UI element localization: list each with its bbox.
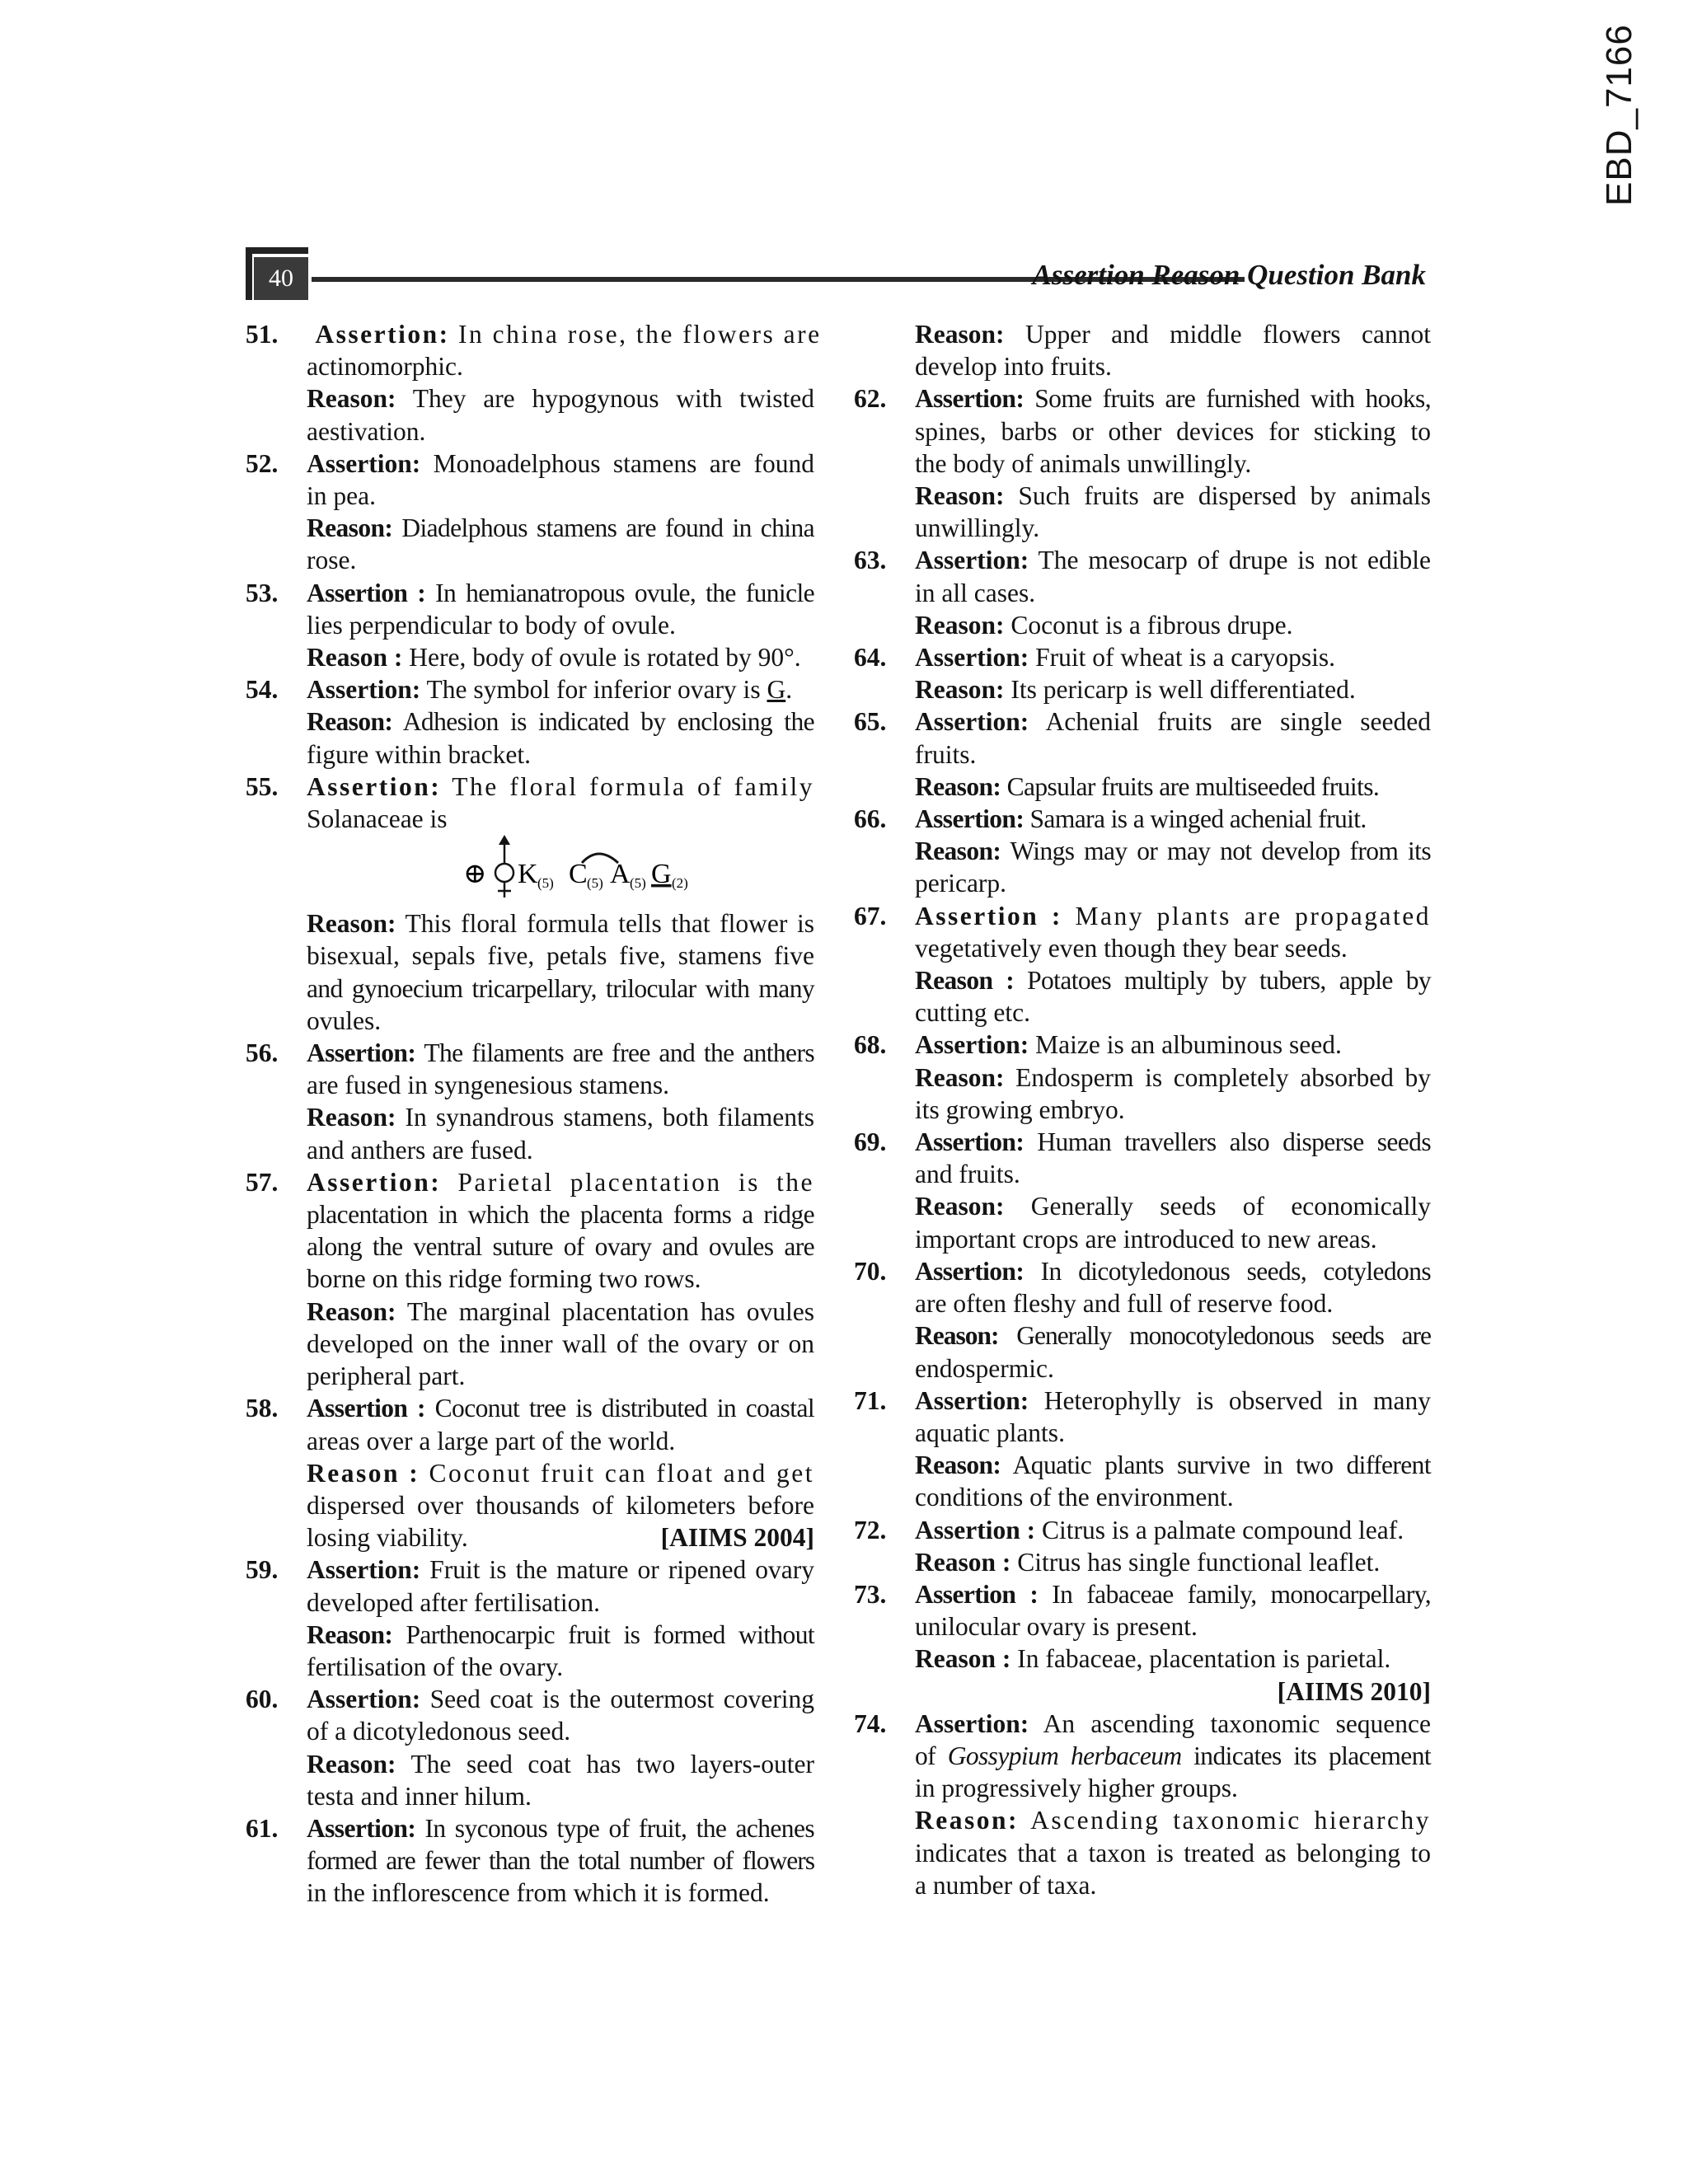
reason-text: its growing embryo. — [915, 1094, 1125, 1124]
reason-text: Generally seeds of economically — [1030, 1192, 1431, 1221]
reason-text: fertilisation of the ovary. — [307, 1652, 564, 1681]
inferior-ovary-symbol: G — [767, 675, 786, 705]
reason-text: Citrus has single functional leaflet. — [1017, 1547, 1381, 1577]
reason-text: Potatoes multiply by tubers, apple by — [1027, 966, 1431, 996]
assertion-text: Human travellers also disperse seeds — [1037, 1127, 1431, 1157]
assertion-label: Assertion : — [915, 901, 1062, 930]
reason-label: Reason: — [915, 1806, 1019, 1835]
assertion-text: Fruit is the mature or ripened ovary — [429, 1555, 814, 1585]
assertion-label: Assertion : — [915, 1515, 1036, 1544]
male-arrow-head — [499, 835, 510, 845]
reason-label: Reason: — [915, 675, 1005, 705]
assertion-label: Assertion: — [915, 384, 1025, 414]
assertion-label: Assertion: — [307, 448, 421, 478]
gynoecium-count: (2) — [672, 875, 688, 892]
question-number: 55. — [246, 771, 279, 801]
reason-label: Reason: — [915, 837, 1001, 866]
reason-text: Coconut is a fibrous drupe. — [1010, 610, 1293, 640]
reason-text: losing viability. — [307, 1523, 468, 1553]
assertion-text: In syconous type of fruit, the achenes — [424, 1813, 814, 1843]
reason-text: developed on the inner wall of the ovary or on — [307, 1329, 814, 1358]
question-61 — [246, 1812, 814, 1910]
assertion-text: and fruits. — [915, 1160, 1020, 1189]
assertion-label: Assertion: — [915, 1385, 1029, 1415]
reason-text: Aquatic plants survive in two different — [1012, 1451, 1431, 1480]
reason-label: Reason : — [307, 1458, 420, 1488]
reason-label: Reason: — [307, 384, 396, 414]
corolla-symbol: C — [569, 859, 588, 890]
assertion-text: are fused in syngenesious stamens. — [307, 1071, 670, 1100]
assertion-label: Assertion: — [915, 707, 1029, 737]
reason-text: unwillingly. — [915, 513, 1040, 543]
reason-text: The seed coat has two layers-outer — [410, 1749, 814, 1779]
reason-text: Capsular fruits are multiseeded fruits. — [1006, 771, 1380, 801]
corolla-count: (5) — [587, 875, 603, 892]
question-number: 57. — [246, 1167, 279, 1197]
reason-label: Reason: — [915, 1192, 1005, 1221]
assertion-label: Assertion: — [915, 546, 1029, 575]
page-header — [246, 247, 1426, 305]
reason-label: Reason: — [307, 1296, 396, 1326]
assertion-text: fruits. — [915, 739, 977, 769]
androecium-count: (5) — [630, 875, 646, 892]
reason-text: In fabaceae, placentation is parietal. — [1017, 1644, 1391, 1674]
assertion-text: Seed coat is the outermost covering — [429, 1685, 814, 1714]
reason-text: cutting etc. — [915, 998, 1030, 1028]
reason-text: Here, body of ovule is rotated by 90°. — [409, 643, 801, 673]
reason-text: endospermic. — [915, 1353, 1054, 1383]
question-number: 59. — [246, 1555, 279, 1585]
question-number: 72. — [854, 1515, 887, 1544]
reason-label: Reason: — [915, 771, 1001, 801]
assertion-label: Assertion: — [915, 1030, 1029, 1060]
assertion-text: lies perpendicular to body of ovule. — [307, 610, 676, 640]
question-number: 71. — [854, 1385, 887, 1415]
reason-text: testa and inner hilum. — [307, 1781, 532, 1811]
assertion-text: vegetatively even though they bear seeds. — [915, 933, 1348, 963]
species-name: Gossypium herbaceum — [947, 1741, 1182, 1770]
question-number: 53. — [246, 578, 279, 607]
reason-text: They are hypogynous with twisted — [412, 384, 814, 414]
question-64 — [854, 641, 1431, 705]
assertion-text: Some fruits are furnished with hooks, — [1034, 384, 1431, 414]
question-54: 54. Assertion: The symbol for inferior ovary is G. Reason: Adhesion is indicated by enclosing the figure within bracket. — [246, 675, 814, 769]
assertion-label: Assertion : — [307, 1394, 425, 1423]
assertion-label: Assertion: — [307, 1813, 416, 1843]
reason-label: Reason : — [307, 643, 403, 673]
reason-label: Reason: — [307, 909, 396, 939]
assertion-label: Assertion: — [915, 804, 1025, 834]
assertion-text: of a dicotyledonous seed. — [307, 1717, 571, 1746]
question-67 — [854, 900, 1431, 1029]
document-code: EBD_7166 — [1599, 24, 1639, 207]
question-number: 69. — [854, 1127, 887, 1157]
reason-label: Reason : — [915, 966, 1015, 996]
assertion-text: Monoadelphous stamens are found — [433, 448, 815, 478]
question-65 — [854, 705, 1431, 803]
assertion-label: Assertion : — [915, 1579, 1039, 1609]
assertion-text: Heterophylly is observed in many — [1043, 1385, 1431, 1415]
assertion-text: Fruit of wheat is a caryopsis. — [1035, 643, 1336, 673]
question-68 — [854, 1029, 1431, 1126]
assertion-text: The floral formula of family — [452, 771, 814, 801]
floral-formula — [307, 835, 814, 907]
assertion-label: Assertion: — [307, 675, 421, 705]
assertion-text: In hemianatropous ovule, the funicle — [435, 578, 814, 607]
assertion-text: Maize is an albuminous seed. — [1035, 1030, 1342, 1060]
assertion-label: Assertion: — [307, 771, 442, 801]
question-74: 74. Assertion: An ascending taxonomic sequence of Gossypium herbaceum indicates its placement in progressively higher groups. Reason: Ascending taxonomic hierarchy indicates that a taxon is treated as belonging to a number of taxa. — [854, 1708, 1432, 1900]
reason-text: Adhesion is indicated by enclosing the — [402, 707, 814, 737]
reason-text: a number of taxa. — [915, 1870, 1097, 1900]
assertion-text: In dicotyledonous seeds, cotyledons — [1040, 1256, 1431, 1286]
bisexual-symbol-ring — [495, 864, 513, 882]
assertion-text: in pea. — [307, 481, 376, 511]
question-58 — [246, 1392, 814, 1554]
reason-text: conditions of the environment. — [915, 1483, 1234, 1512]
question-59 — [246, 1554, 814, 1683]
assertion-text: along the ventral suture of ovary and ovules are — [307, 1232, 814, 1262]
reason-text: figure within bracket. — [307, 739, 532, 769]
assertion-label: Assertion: — [315, 320, 450, 349]
assertion-text: areas over a large part of the world. — [307, 1426, 676, 1455]
assertion-text: Citrus is a palmate compound leaf. — [1041, 1515, 1404, 1544]
right-column — [854, 318, 1431, 1901]
reason-label: Reason: — [307, 513, 393, 543]
reason-text: important crops are introduced to new areas. — [915, 1224, 1377, 1254]
question-number: 66. — [854, 804, 887, 834]
question-number: 52. — [246, 448, 279, 478]
assertion-text: in all cases. — [915, 578, 1036, 607]
exam-source-tag: [AIIMS 2010] — [1277, 1676, 1431, 1706]
question-55 — [246, 771, 814, 1037]
reason-text: The marginal placentation has ovules — [406, 1296, 814, 1326]
assertion-text: are often fleshy and full of reserve food. — [915, 1289, 1334, 1319]
reason-text: indicates that a taxon is treated as belonging to — [915, 1838, 1431, 1868]
floral-formula-graphic — [307, 835, 814, 907]
question-number: 73. — [854, 1579, 887, 1609]
reason-label: Reason: — [307, 1749, 396, 1779]
reason-text: and gynoecium tricarpellary, trilocular with many — [307, 973, 814, 1003]
assertion-text: placentation in which the placenta forms a ridge — [307, 1200, 814, 1230]
question-56 — [246, 1037, 814, 1166]
calyx-symbol: K — [518, 859, 538, 890]
assertion-text: spines, barbs or other devices for sticking to — [915, 416, 1431, 446]
reason-text: In synandrous stamens, both filaments — [405, 1103, 815, 1132]
assertion-text: In fabaceae family, monocarpellary, — [1052, 1579, 1431, 1609]
assertion-text: In china rose, the flowers are — [457, 320, 822, 349]
reason-text: develop into fruits. — [915, 352, 1112, 382]
reason-text: Ascending taxonomic hierarchy — [1030, 1806, 1431, 1835]
question-69 — [854, 1126, 1431, 1255]
reason-label: Reason: — [915, 320, 1005, 349]
question-number: 51. — [246, 320, 279, 349]
question-number: 74. — [854, 1708, 887, 1738]
running-title: Assertion Reason Question Bank — [1032, 259, 1426, 291]
reason-text: Endosperm is completely absorbed by — [1015, 1062, 1431, 1092]
reason-text: Upper and middle flowers cannot — [1025, 320, 1432, 349]
assertion-label: Assertion: — [307, 1555, 421, 1585]
assertion-text: the body of animals unwillingly. — [915, 448, 1252, 478]
assertion-text: Samara is a winged achenial fruit. — [1029, 804, 1367, 834]
assertion-label: Assertion: — [307, 1167, 442, 1197]
question-number: 70. — [854, 1256, 887, 1286]
actinomorphic-symbol: ⊕ — [463, 857, 487, 891]
reason-text: Such fruits are dispersed by animals — [1018, 481, 1432, 511]
assertion-text: in progressively higher groups. — [915, 1774, 1238, 1803]
assertion-text: Achenial fruits are single seeded — [1045, 707, 1431, 737]
question-51 — [246, 318, 822, 448]
question-57 — [246, 1166, 814, 1392]
reason-text: peripheral part. — [307, 1361, 466, 1391]
question-number: 61. — [246, 1813, 279, 1843]
reason-text: Its pericarp is well differentiated. — [1010, 675, 1356, 705]
assertion-text: developed after fertilisation. — [307, 1587, 600, 1617]
reason-text: dispersed over thousands of kilometers before — [307, 1490, 814, 1520]
question-70 — [854, 1255, 1431, 1385]
assertion-text: The filaments are free and the anthers — [424, 1038, 814, 1068]
reason-label: Reason: — [915, 1062, 1005, 1092]
reason-text: pericarp. — [915, 869, 1007, 898]
assertion-text: in the inflorescence from which it is formed. — [307, 1878, 770, 1908]
reason-text: and anthers are fused. — [307, 1135, 533, 1165]
question-number: 67. — [854, 901, 887, 930]
question-61-continued — [854, 318, 1431, 382]
question-number: 58. — [246, 1394, 279, 1423]
reason-label: Reason : — [915, 1644, 1011, 1674]
calyx-count: (5) — [537, 875, 554, 892]
assertion-label: Assertion: — [915, 1708, 1029, 1738]
question-number: 63. — [854, 546, 887, 575]
question-52 — [246, 448, 814, 577]
assertion-text: aquatic plants. — [915, 1418, 1065, 1447]
assertion-label: Assertion: — [915, 1127, 1025, 1157]
reason-text: This floral formula tells that flower is — [405, 909, 814, 939]
reason-text: ovules. — [307, 1005, 382, 1035]
reason-text: Generally monocotyledonous seeds are — [1016, 1321, 1432, 1351]
question-73 — [854, 1578, 1431, 1708]
question-number: 54. — [246, 675, 279, 705]
question-53 — [246, 577, 814, 674]
assertion-label: Assertion : — [307, 578, 426, 607]
reason-label: Reason: — [915, 610, 1005, 640]
androecium-symbol: A — [610, 859, 631, 890]
assertion-text: Many plants are propagated — [1075, 901, 1432, 930]
reason-label: Reason: — [307, 1619, 393, 1649]
reason-label: Reason: — [307, 1103, 396, 1132]
reason-text: aestivation. — [307, 416, 426, 446]
reason-label: Reason: — [307, 707, 393, 737]
gynoecium-symbol: G — [651, 859, 672, 890]
reason-label: Reason: — [915, 481, 1005, 511]
reason-text: Wings may or may not develop from its — [1010, 837, 1431, 866]
page-number: 40 — [254, 257, 308, 300]
question-62 — [854, 382, 1431, 544]
assertion-text: Solanaceae is — [307, 804, 448, 834]
reason-text: Diadelphous stamens are found in china — [401, 513, 814, 543]
reason-text: rose. — [307, 546, 357, 575]
reason-label: Reason: — [915, 1321, 999, 1351]
assertion-label: Assertion: — [307, 1038, 416, 1068]
assertion-text: The symbol for inferior ovary is — [426, 675, 761, 705]
question-60 — [246, 1683, 814, 1812]
question-71 — [854, 1385, 1431, 1514]
assertion-text: formed are fewer than the total number of flowers — [307, 1846, 814, 1876]
assertion-text: actinomorphic. — [307, 352, 463, 382]
reason-label: Reason : — [915, 1547, 1011, 1577]
question-number: 65. — [854, 707, 887, 737]
reason-text: Coconut fruit can float and get — [429, 1458, 814, 1488]
question-63 — [854, 544, 1431, 641]
assertion-text: The mesocarp of drupe is not edible — [1038, 546, 1431, 575]
exam-source-tag: [AIIMS 2004] — [660, 1523, 814, 1553]
assertion-label: Assertion: — [915, 643, 1029, 673]
assertion-label: Assertion: — [915, 1256, 1025, 1286]
assertion-text: borne on this ridge forming two rows. — [307, 1264, 701, 1294]
question-number: 60. — [246, 1685, 279, 1714]
reason-label: Reason: — [915, 1451, 1001, 1480]
assertion-text: Parietal placentation is the — [457, 1167, 814, 1197]
left-column — [246, 318, 822, 1910]
question-72 — [854, 1514, 1431, 1578]
question-number: 62. — [854, 384, 887, 414]
reason-text: Parthenocarpic fruit is formed without — [406, 1619, 814, 1649]
question-number: 68. — [854, 1030, 887, 1060]
question-66 — [854, 803, 1431, 900]
reason-text: bisexual, sepals five, petals five, stamens five — [307, 941, 814, 971]
question-number: 56. — [246, 1038, 279, 1068]
question-number: 64. — [854, 643, 887, 673]
assertion-label: Assertion: — [307, 1685, 421, 1714]
assertion-text: An ascending taxonomic sequence — [1043, 1708, 1432, 1738]
assertion-text: unilocular ovary is present. — [915, 1612, 1198, 1642]
assertion-text: Coconut tree is distributed in coastal — [434, 1394, 814, 1423]
